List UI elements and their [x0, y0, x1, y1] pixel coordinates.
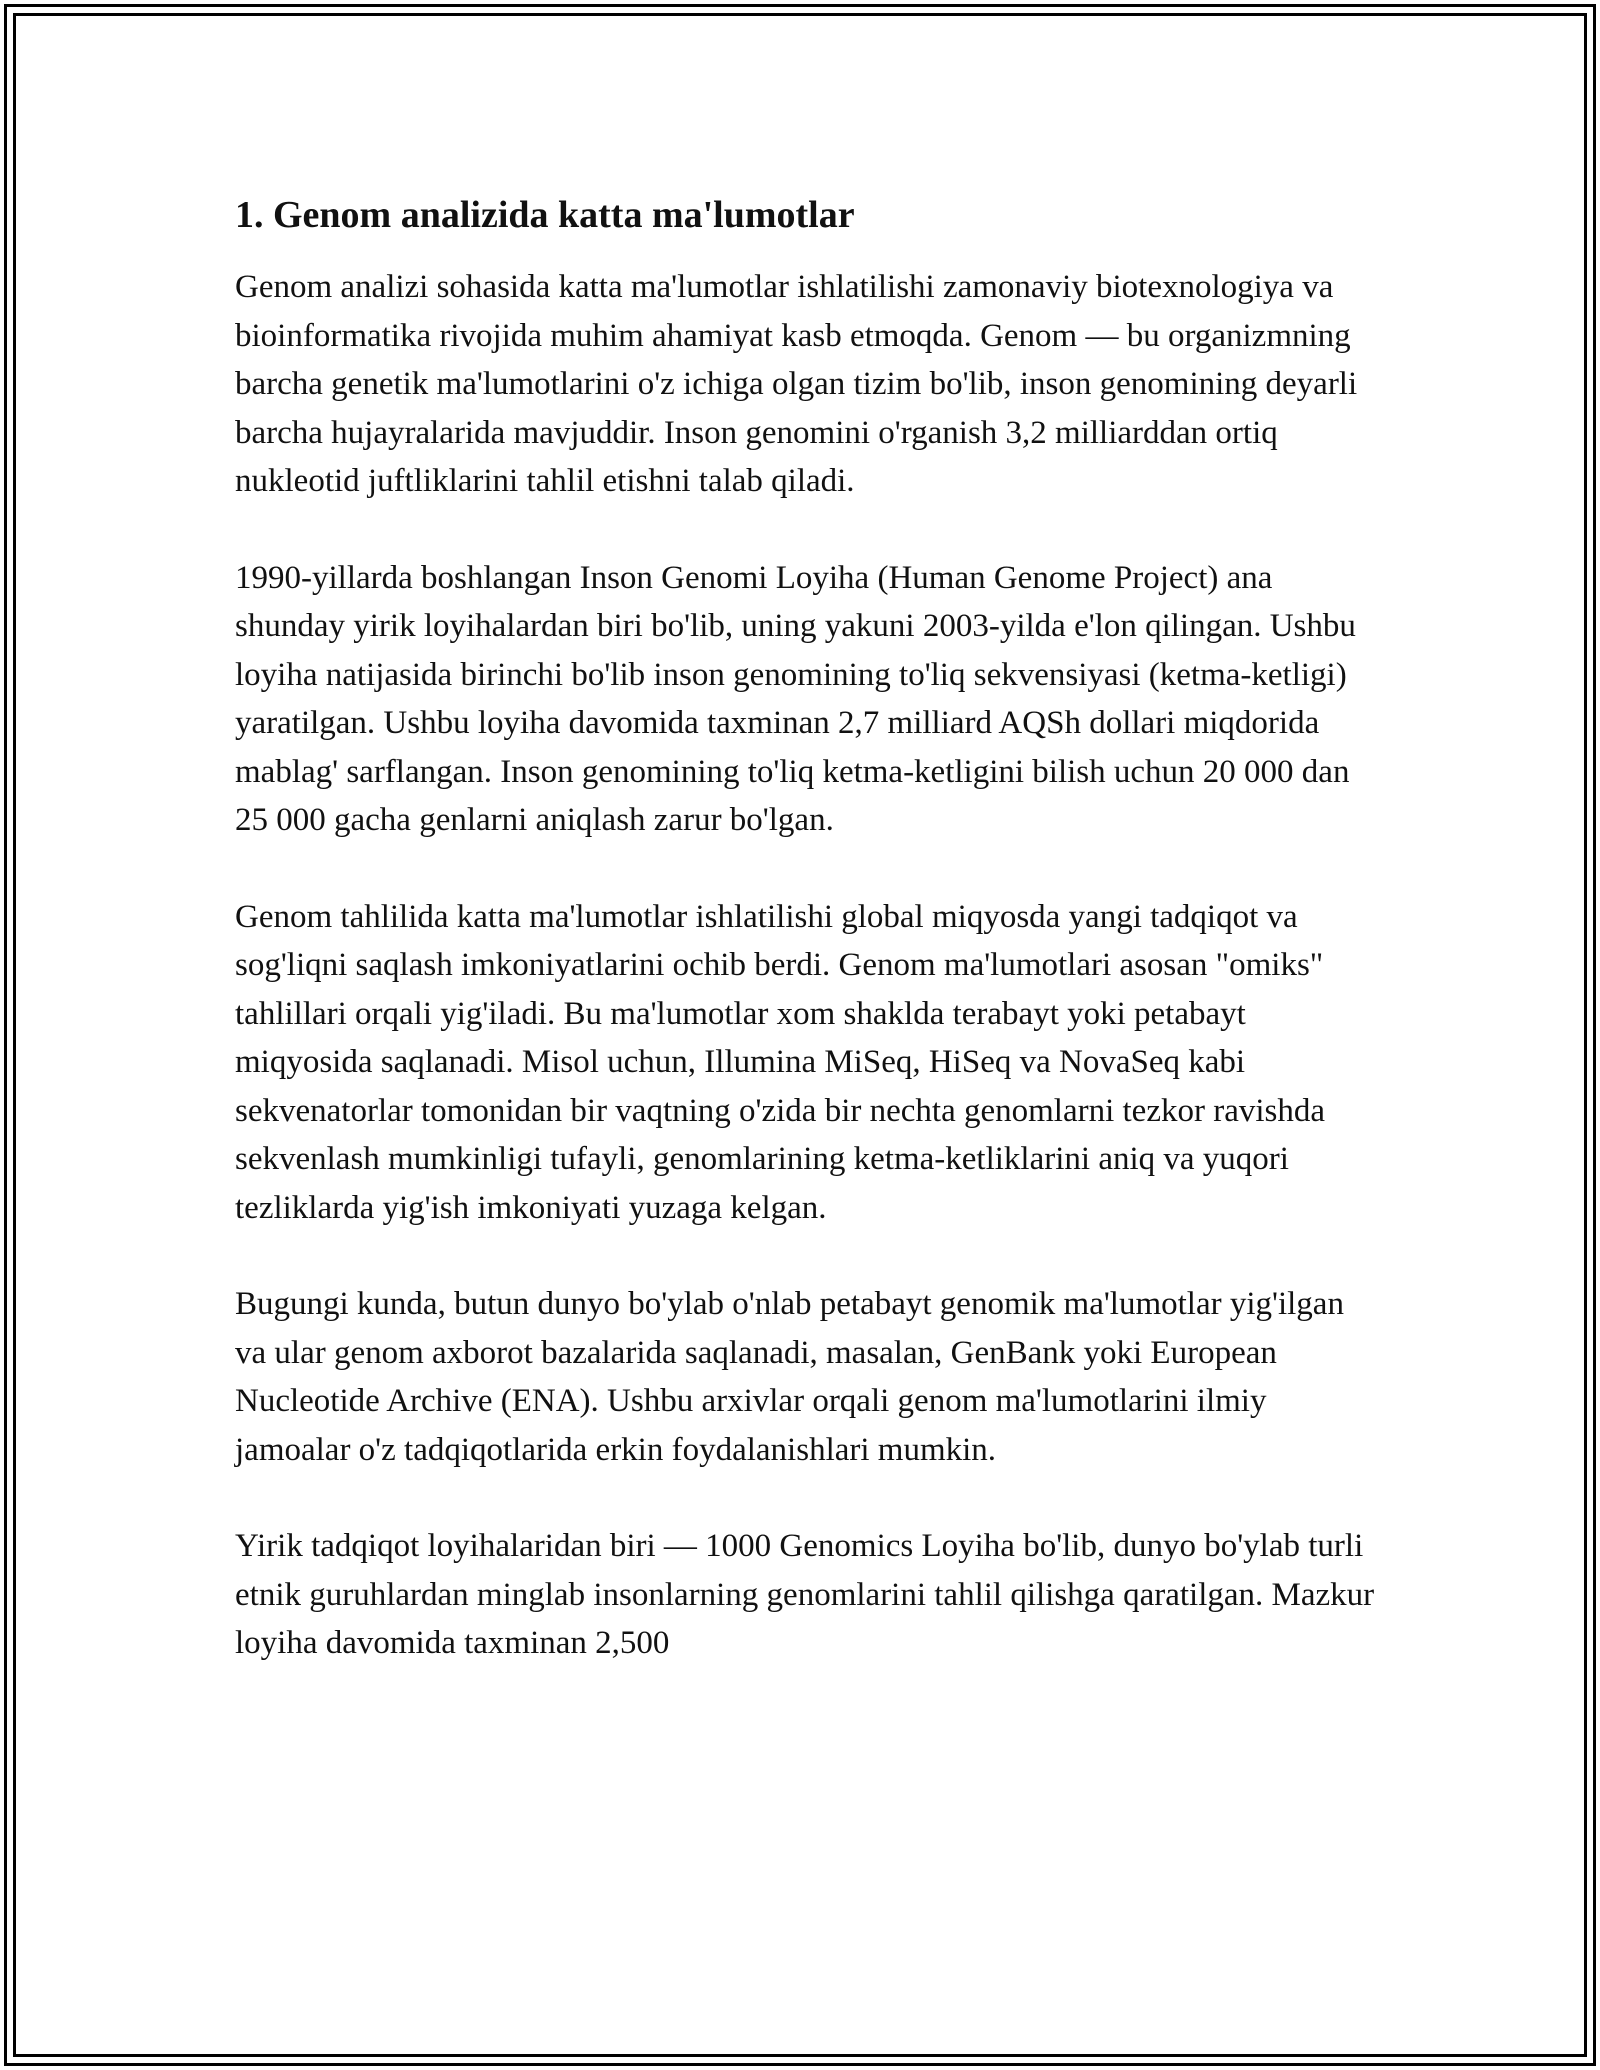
document-page [235, 185, 1375, 1716]
paragraph-5: Yirik tadqiqot loyihalaridan biri — 1000 Genomics Loyiha bo'lib, dunyo bo'ylab turli etnik guruhlardan minglab insonlarning genomlarini tahlil qilishga qaratilgan. Mazkur loyiha davomida taxminan 2,500 [235, 1528, 1375, 1661]
section-heading: 1. Genom analizida katta ma'lumotlar [235, 194, 855, 236]
paragraph-2: 1990-yillarda boshlangan Inson Genomi Loyiha (Human Genome Project) ana shunday yirik loyihalardan biri bo'lib, uning yakuni 2003-yilda e'lon qilingan. Ushbu loyiha natijasida birinchi bo'lib inson genomining to'liq sekvensiyasi (ketma-ketligi) yaratilgan. Ushbu loyiha davomida taxminan 2,7 milliard AQSh dollari miqdorida mablag' sarflangan. Inson genomining to'liq ketma-ketligini bilish uchun 20 000 dan 25 000 gacha genlarni aniqlash zarur bo'lgan. [235, 559, 1356, 838]
paragraph-4: Bugungi kunda, butun dunyo bo'ylab o'nlab petabayt genomik ma'lumotlar yig'ilgan va ular genom axborot bazalarida saqlanadi, masalan, GenBank yoki European Nucleotide Archive (ENA). Ushbu arxivlar orqali genom ma'lumotlarini ilmiy jamoalar o'z tadqiqotlarida erkin foydalanishlari mumkin. [235, 1286, 1344, 1468]
paragraph-1: Genom analizi sohasida katta ma'lumotlar ishlatilishi zamonaviy biotexnologiya va bioinformatika rivojida muhim ahamiyat kasb etmoqda. Genom — bu organizmning barcha genetik ma'lumotlarini o'z ichiga olgan tizim bo'lib, inson genomining deyarli barcha hujayralarida mavjuddir. Inson genomini o'rganish 3,2 milliarddan ortiq nukleotid juftliklarini tahlil etishni talab qiladi. [235, 269, 1358, 499]
paragraph-3: Genom tahlilida katta ma'lumotlar ishlatilishi global miqyosda yangi tadqiqot va sog'liqni saqlash imkoniyatlarini ochib berdi. Genom ma'lumotlari asosan "omiks" tahlillari orqali yig'iladi. Bu ma'lumotlar xom shaklda terabayt yoki petabayt miqyosida saqlanadi. Misol uchun, Illumina MiSeq, HiSeq va NovaSeq kabi sekvenatorlar tomonidan bir vaqtning o'zida bir nechta genomlarni tezkor ravishda sekvenlash mumkinligi tufayli, genomlarining ketma-ketliklarini aniq va yuqori tezliklarda yig'ish imkoniyati yuzaga kelgan. [235, 898, 1325, 1226]
